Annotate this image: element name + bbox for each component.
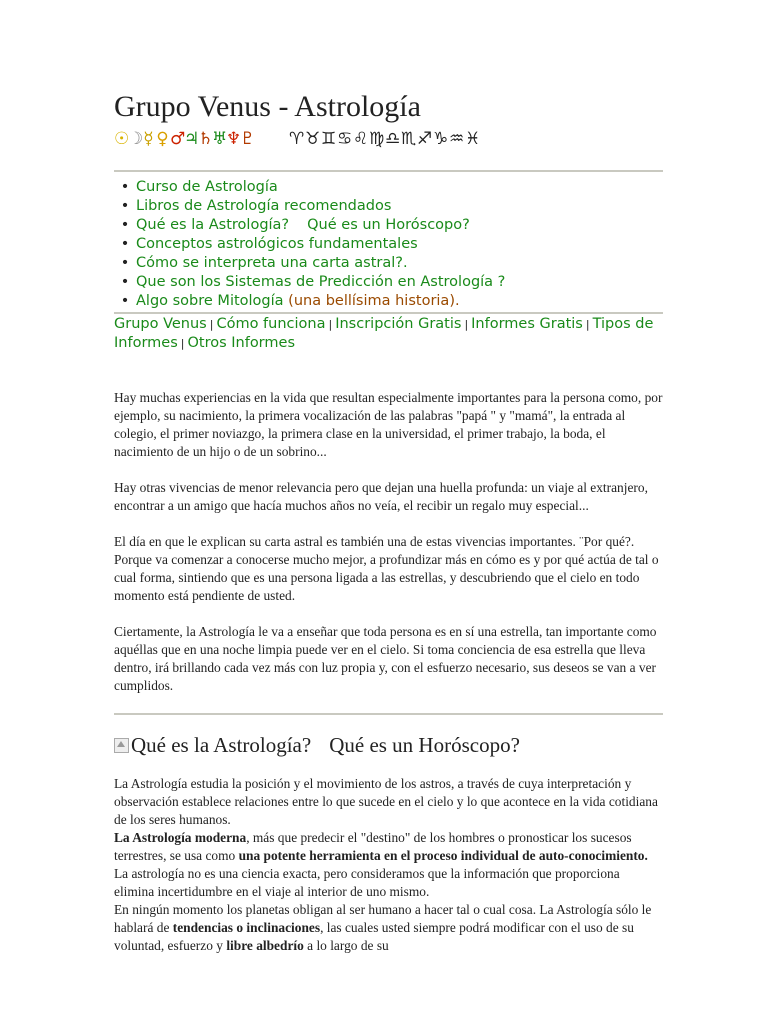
moon-icon: ☽ (128, 129, 144, 149)
menu-item: • Algo sobre Mitología (una bellísima historia). (120, 293, 460, 309)
pisces-icon: ♓ (465, 129, 481, 149)
cancer-icon: ♋ (337, 129, 353, 149)
neptune-icon: ♆ (226, 129, 242, 149)
section-paragraph: La Astrología estudia la posición y el movimiento de los astros, a través de cuya interpretación y observación establece relaciones entre lo que sucede en el cielo y lo que acontece en la vida cotidiana de los seres humanos. (114, 776, 658, 827)
nav-link-otros-informes[interactable]: Otros Informes (187, 335, 295, 351)
taurus-icon: ♉ (305, 129, 321, 149)
gemini-icon: ♊ (321, 129, 337, 149)
section-heading (114, 731, 663, 759)
jupiter-icon: ♃ (184, 129, 200, 149)
nav-link-tipos-informes[interactable]: Tipos de Informes (114, 316, 654, 351)
virgo-icon: ♍ (369, 129, 385, 149)
planet-symbols (114, 129, 256, 149)
menu-link-sistemas-prediccion[interactable]: Que son los Sistemas de Predicción en Astrología ? (136, 274, 506, 290)
pluto-icon: ♇ (240, 129, 256, 149)
scorpio-icon: ♏ (401, 129, 417, 149)
document-page (114, 88, 663, 955)
nav-link-informes-gratis[interactable]: Informes Gratis (471, 316, 583, 332)
menu-link-mitologia[interactable]: Algo sobre Mitología (136, 293, 284, 309)
heading-horoscopo: Qué es un Horóscopo? (329, 733, 520, 757)
menu-item: • Curso de Astrología (120, 179, 278, 195)
menu-item: • Libros de Astrología recomendados (120, 198, 392, 214)
nav-link-grupo-venus[interactable]: Grupo Venus (114, 316, 207, 332)
menu-link-que-es-astrologia[interactable]: Qué es la Astrología? (136, 217, 290, 233)
nav-links: Grupo Venus | Cómo funciona | Inscripción Gratis | Informes Gratis | Tipos de Informes | Otros Informes (114, 316, 654, 351)
nav-link-como-funciona[interactable]: Cómo funciona (216, 316, 326, 332)
venus-icon: ♀ (156, 129, 169, 149)
capricorn-icon: ♑ (433, 129, 449, 149)
nav-link-inscripcion[interactable]: Inscripción Gratis (335, 316, 462, 332)
sun-icon: ☉ (114, 129, 130, 149)
back-to-top-icon[interactable] (114, 738, 129, 753)
section-paragraph: La astrología no es una ciencia exacta, pero consideramos que la información que proporciona elimina incertidumbre en el viaje al interior de uno mismo. (114, 866, 620, 899)
mars-icon: ♂ (170, 129, 186, 149)
menu-link-carta-astral[interactable]: Cómo se interpreta una carta astral?. (136, 255, 408, 271)
mercury-icon: ☿ (143, 129, 154, 149)
saturn-icon: ♄ (198, 129, 214, 149)
uranus-icon: ♅ (212, 129, 228, 149)
menu-link-que-es-horoscopo[interactable]: Qué es un Horóscopo? (307, 217, 470, 233)
divider (114, 170, 663, 172)
section-paragraph: La Astrología moderna, más que predecir el "destino" de los hombres o pronosticar los sucesos terrestres, se usa como una potente herramienta en el proceso individual de auto-conocimiento. (114, 830, 648, 863)
menu-item: • Que son los Sistemas de Predicción en Astrología ? (120, 274, 506, 290)
astro-symbols-row (114, 126, 663, 152)
page-title: Grupo Venus - Astrología (114, 90, 421, 123)
leo-icon: ♌ (353, 129, 369, 149)
menu-item: • Conceptos astrológicos fundamentales (120, 236, 418, 252)
intro-paragraph: Hay otras vivencias de menor relevancia pero que dejan una huella profunda: un viaje al extranjero, encontrar a un amigo que hacía muchos años no veía, el recibir un regalo muy especial... (114, 480, 648, 513)
menu-item: • Cómo se interpreta una carta astral?. (120, 255, 408, 271)
section-paragraph: En ningún momento los planetas obligan al ser humano a hacer tal o cual cosa. La Astrología sólo le hablará de tendencias o inclinaciones, las cuales usted siempre podrá modificar con el uso de su voluntad, esfuerzo y libre albedrío a lo largo de su (114, 902, 652, 953)
heading-astrologia: Qué es la Astrología? (131, 733, 312, 757)
intro-paragraph: Ciertamente, la Astrología le va a enseñar que toda persona es en sí una estrella, tan importante como aquéllas que en una noche limpia puede ver en el cielo. Si toma conciencia de esa estrella que lleva dentro, irá brillando cada vez más con luz propia y, con el esfuerzo necesario, sus deseos se van a ver cumplidos. (114, 624, 657, 693)
menu-note: (una bellísima historia). (288, 293, 460, 309)
libra-icon: ♎ (385, 129, 401, 149)
main-menu (114, 178, 663, 311)
menu-item: • Qué es la Astrología? Qué es un Horóscopo? (120, 217, 470, 233)
intro-paragraph: Hay muchas experiencias en la vida que resultan especialmente importantes para la persona como, por ejemplo, su nacimiento, la primera vocalización de las palabras "papá " y "mamá", la entrada al colegio, el primer noviazgo, la primera clase en la universidad, el primer trabajo, la boda, el nacimiento de un hijo o de un sobrino... (114, 390, 663, 459)
divider (114, 713, 663, 715)
zodiac-symbols (289, 129, 479, 149)
divider (114, 312, 663, 314)
intro-paragraph: El día en que le explican su carta astral es también una de estas vivencias importantes. ¨Por qué?. Porque va comenzar a conocerse mucho mejor, a profundizar más en cómo es y por qué actúa de tal o cual forma, sintiendo que es una persona ligada a las estrellas, y descubriendo que el cielo en todo momento está pendiente de usted. (114, 534, 659, 603)
menu-link-libros[interactable]: Libros de Astrología recomendados (136, 198, 392, 214)
menu-link-curso[interactable]: Curso de Astrología (136, 179, 278, 195)
aries-icon: ♈ (289, 129, 305, 149)
sagittarius-icon: ♐ (417, 129, 433, 149)
aquarius-icon: ♒ (449, 129, 465, 149)
menu-link-conceptos[interactable]: Conceptos astrológicos fundamentales (136, 236, 418, 252)
